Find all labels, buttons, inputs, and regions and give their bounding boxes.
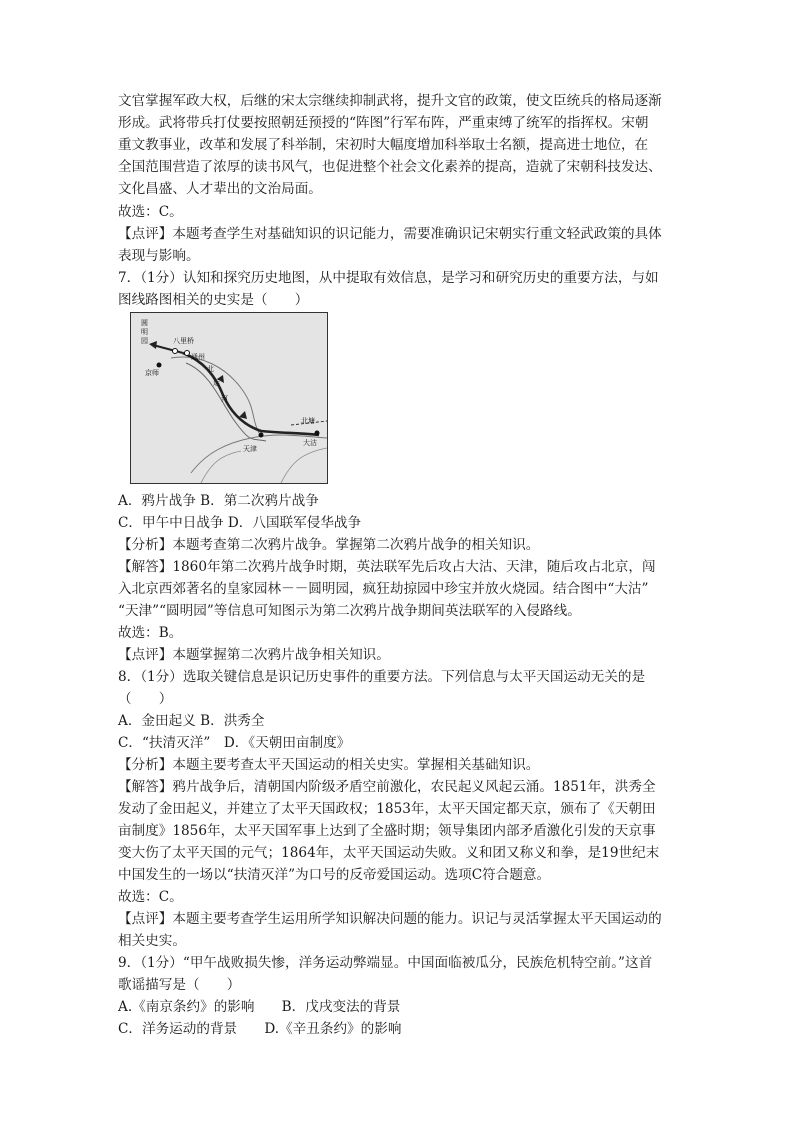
question-9-stem: 9．（1分）“甲午战败损失惨，洋务运动弊端显。中国面临被瓜分，民族危机特空前。”这首	[118, 955, 653, 971]
solution-line: 【解答】鸦片战争后，清朝国内阶级矛盾空前激化，农民起义风起云涌。1851年，洪秀全	[118, 779, 656, 795]
comment-line: 表现与影响。	[118, 248, 200, 264]
text-line: 文官掌握军政大权，后继的宋太宗继续抑制武将，提升文官的政策，使文臣统兵的格局逐渐	[118, 93, 662, 109]
analysis-line: 【分析】本题考查第二次鸦片战争。掌握第二次鸦片战争的相关知识。	[118, 537, 540, 553]
map-label-yuanmingyuan: 明	[141, 328, 148, 336]
answer-line: 故选：C。	[118, 204, 183, 220]
question-7-stem: 7．（1分）认知和探究历史地图，从中提取有效信息，是学习和研究历史的重要方法，与如	[118, 270, 659, 286]
map-label-dagu: 大沽	[303, 439, 317, 447]
solution-line: 变大伤了太平天国的元气；1864年，太平天国运动失败。义和团又称义和拳，是19世纪末	[118, 845, 660, 861]
map-label-yuanmingyuan: 园	[141, 337, 148, 345]
question-8-stem: 8．（1分）选取关键信息是识记历史事件的重要方法。下列信息与太平天国运动无关的是	[118, 669, 646, 685]
text-line: 全国范围营造了浓厚的读书风气，也促进整个社会文化素养的提高，造就了宋朝科技发达、	[118, 159, 662, 175]
map-label-tianjin: 天津	[243, 445, 257, 453]
map-label-baliqiao: 八里桥	[173, 337, 194, 345]
option-line: C．“扶清灭洋” D．《天朝田亩制度》	[118, 735, 351, 751]
option-line: A．金田起义 B．洪秀全	[118, 713, 265, 729]
comment-line: 【点评】本题掌握第二次鸦片战争相关知识。	[118, 647, 390, 663]
solution-line: 【解答】1860年第二次鸦片战争时期，英法联军先后攻占大沽、天津，随后攻占北京，闯	[118, 559, 656, 575]
map-label-beitang: 北塘	[301, 417, 315, 425]
comment-line: 【点评】本题考查学生对基础知识的识记能力，需要准确识记宋朝实行重文轻武政策的具体	[118, 226, 662, 242]
option-line: A.《南京条约》的影响 B．戊戌变法的背景	[118, 999, 401, 1015]
analysis-line: 【分析】本题主要考查太平天国运动的相关史实。掌握相关基础知识。	[118, 757, 540, 773]
map-label-river: 河	[221, 395, 228, 403]
map-label-tongzhou: 通州	[191, 353, 205, 361]
text-line: 文化昌盛、人才辈出的文治局面。	[118, 181, 322, 197]
solution-line: “天津”“圆明园”等信息可知图示为第二次鸦片战争期间英法联军的入侵路线。	[118, 603, 581, 619]
comment-line: 【点评】本题主要考查学生运用所学知识解决问题的能力。识记与灵活掌握太平天国运动的	[118, 911, 662, 927]
answer-line: 故选：B。	[118, 625, 183, 641]
solution-line: 中国发生的一场以“扶清灭洋”为口号的反帝爱国运动。选项C符合题意。	[118, 867, 551, 883]
map-label-jingshi: 京师	[145, 369, 159, 377]
solution-line: 入北京西郊著名的皇家园林－－圆明园，疯狂劫掠园中珍宝并放火烧园。结合图中“大沽”	[118, 581, 649, 597]
question-7-stem: 图线路图相关的史实是（ ）	[118, 292, 309, 308]
question-8-stem: （ ）	[118, 691, 173, 707]
map-label-river: 运	[213, 379, 220, 387]
option-line: A．鸦片战争 B．第二次鸦片战争	[118, 493, 319, 509]
text-line: 重文教事业，改革和发展了科举制，宋初时大幅度增加科举取士名额，提高进士地位，在	[118, 137, 649, 153]
answer-line: 故选：C。	[118, 889, 183, 905]
option-line: C．洋务运动的背景 D.《辛丑条约》的影响	[118, 1021, 402, 1037]
solution-line: 亩制度》1856年，太平天国军事上达到了全盛时期；领导集团内部矛盾激化引发的天京事	[118, 823, 656, 839]
option-line: C．甲午中日战争 D．八国联军侵华战争	[118, 515, 362, 531]
text-line: 形成。武将带兵打仗要按照朝廷预授的“阵图”行军布阵，严重束缚了统军的指挥权。宋朝	[118, 115, 649, 131]
map-label-river: 北	[207, 365, 214, 373]
map-label-yuanmingyuan: 圆	[141, 319, 148, 327]
solution-line: 发动了金田起义，并建立了太平天国政权；1853年，太平天国定都天京，颁布了《天朝田	[118, 801, 656, 817]
historical-route-map	[130, 312, 328, 484]
comment-line: 相关史实。	[118, 933, 186, 949]
question-9-stem: 歌谣描写是（ ）	[118, 977, 241, 993]
